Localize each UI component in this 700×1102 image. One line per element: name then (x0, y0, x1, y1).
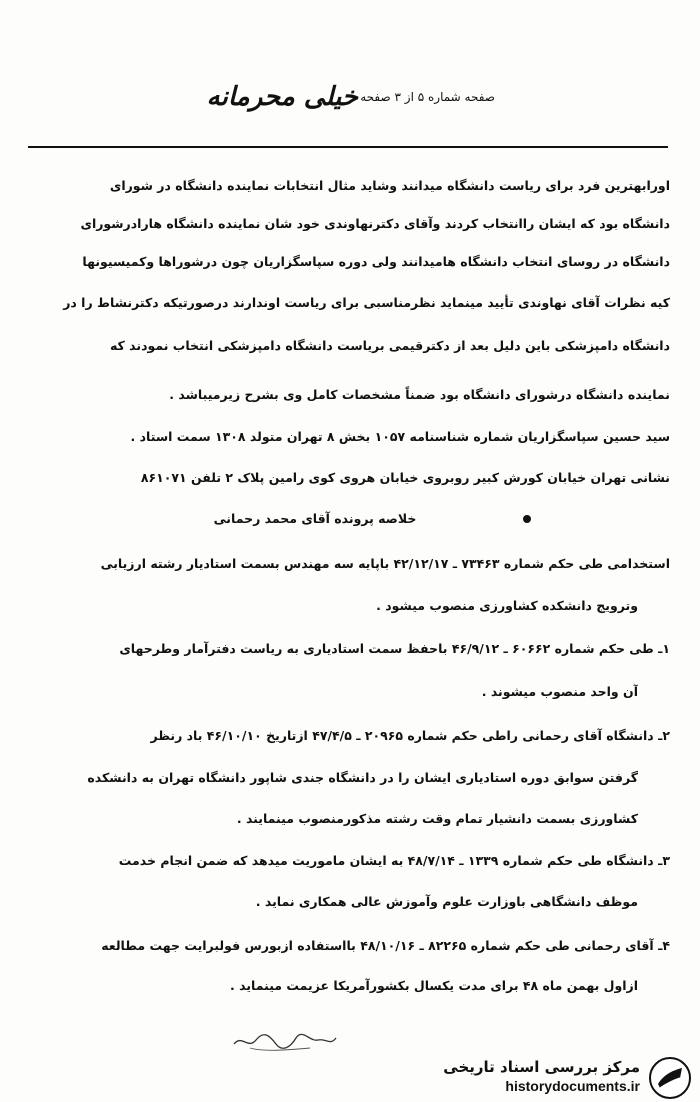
body-line: دانشگاه بود که ایشان راانتخاب کردند وآقای دکترنهاوندی خود شان نماینده دانشگاه هارادرشورای (80, 216, 670, 231)
summary-line: ۴ـ آقای رحمانی طی حکم شماره ۸۲۲۶۵ ـ ۴۸/۱۰/۱۶ بااستفاده ازبورس فولبرایت جهت مطالعه (101, 938, 670, 953)
header-rule (28, 146, 668, 148)
summary-line: موظف دانشگاهی باوزارت علوم وآموزش عالی همکاری نماید . (255, 894, 638, 909)
body-line: کیه نظرات آقای نهاوندی تأیید مینماید نظرمناسبی برای ریاست اوندارند درصورتیکه دکترنشاط را در (63, 295, 670, 310)
body-line: دانشگاه دامپزشکی باین دلیل بعد از دکترقیمی بریاست دانشگاه دامپزشکی انتخاب نمودند که (109, 338, 670, 353)
archive-name: مرکز بررسی اسناد تاریخی (443, 1058, 640, 1076)
summary-line: ۱ـ طی حکم شماره ۶۰۶۶۲ ـ ۴۶/۹/۱۲ باحفظ سمت استادیاری به ریاست دفترآمار وطرحهای (119, 641, 670, 656)
archive-book-icon (648, 1056, 692, 1100)
summary-line: گرفتن سوابق دوره استادیاری ایشان را در دانشگاه جندی شاپور دانشگاه تهران به دانشکده (87, 770, 638, 785)
body-line: نماینده دانشگاه درشورای دانشگاه بود ضمناً مشخصات کامل وی بشرح زیرمیباشد . (169, 387, 670, 402)
summary-line: استخدامی طی حکم شماره ۷۳۴۶۳ ـ ۴۲/۱۲/۱۷ باپایه سه مهندس بسمت استادیار رشته ارزیابی (100, 556, 670, 571)
summary-heading: خلاصه پرونده آقای محمد رحمانی (213, 511, 417, 526)
body-line: نشانی تهران خیابان کورش کبیر روبروی خیابان هروی کوی رامین پلاک ۲ تلفن ۸۶۱۰۷۱ (140, 470, 670, 485)
body-line: اورابهترین فرد برای ریاست دانشگاه میدانند وشاید مثال انتخابات نماینده دانشگاه در شورای (109, 178, 670, 193)
summary-line: آن واحد منصوب میشوند . (481, 684, 638, 699)
archive-logo (420, 1056, 692, 1100)
summary-line: ۳ـ دانشگاه طی حکم شماره ۱۳۳۹ ـ ۴۸/۷/۱۴ به ایشان ماموریت میدهد که ضمن انجام خدمت (118, 853, 670, 868)
bullet-icon (523, 515, 531, 523)
classification-stamp: خیلی محرمانه (206, 82, 358, 112)
handwritten-signature (230, 1028, 340, 1054)
summary-line: ازاول بهمن ماه ۴۸ برای مدت یکسال بکشورآمریکا عزیمت مینماید . (230, 978, 638, 993)
summary-line: کشاورزی بسمت دانشیار تمام وقت رشته مذکورمنصوب مینمایند . (236, 811, 638, 826)
summary-line: ۲ـ دانشگاه آقای رحمانی راطی حکم شماره ۲۰۹۶۵ ـ ۴۷/۴/۵ ازتاریخ ۴۶/۱۰/۱۰ باد رنظر (150, 728, 670, 743)
body-line: دانشگاه در روسای انتخاب دانشگاه هامیدانند ولی دوره سپاسگزاریان چون درشوراها وکمیسیونها (82, 254, 670, 269)
summary-line: وترویج دانشکده کشاورزی منصوب میشود . (376, 598, 638, 613)
page-number-label: صفحه شماره ۵ از ۳ صفحه (360, 90, 495, 104)
archive-url: historydocuments.ir (505, 1078, 640, 1094)
body-line: سید حسین سپاسگزاریان شماره شناسنامه ۱۰۵۷ بخش ۸ تهران متولد ۱۳۰۸ سمت استاد . (130, 429, 670, 444)
